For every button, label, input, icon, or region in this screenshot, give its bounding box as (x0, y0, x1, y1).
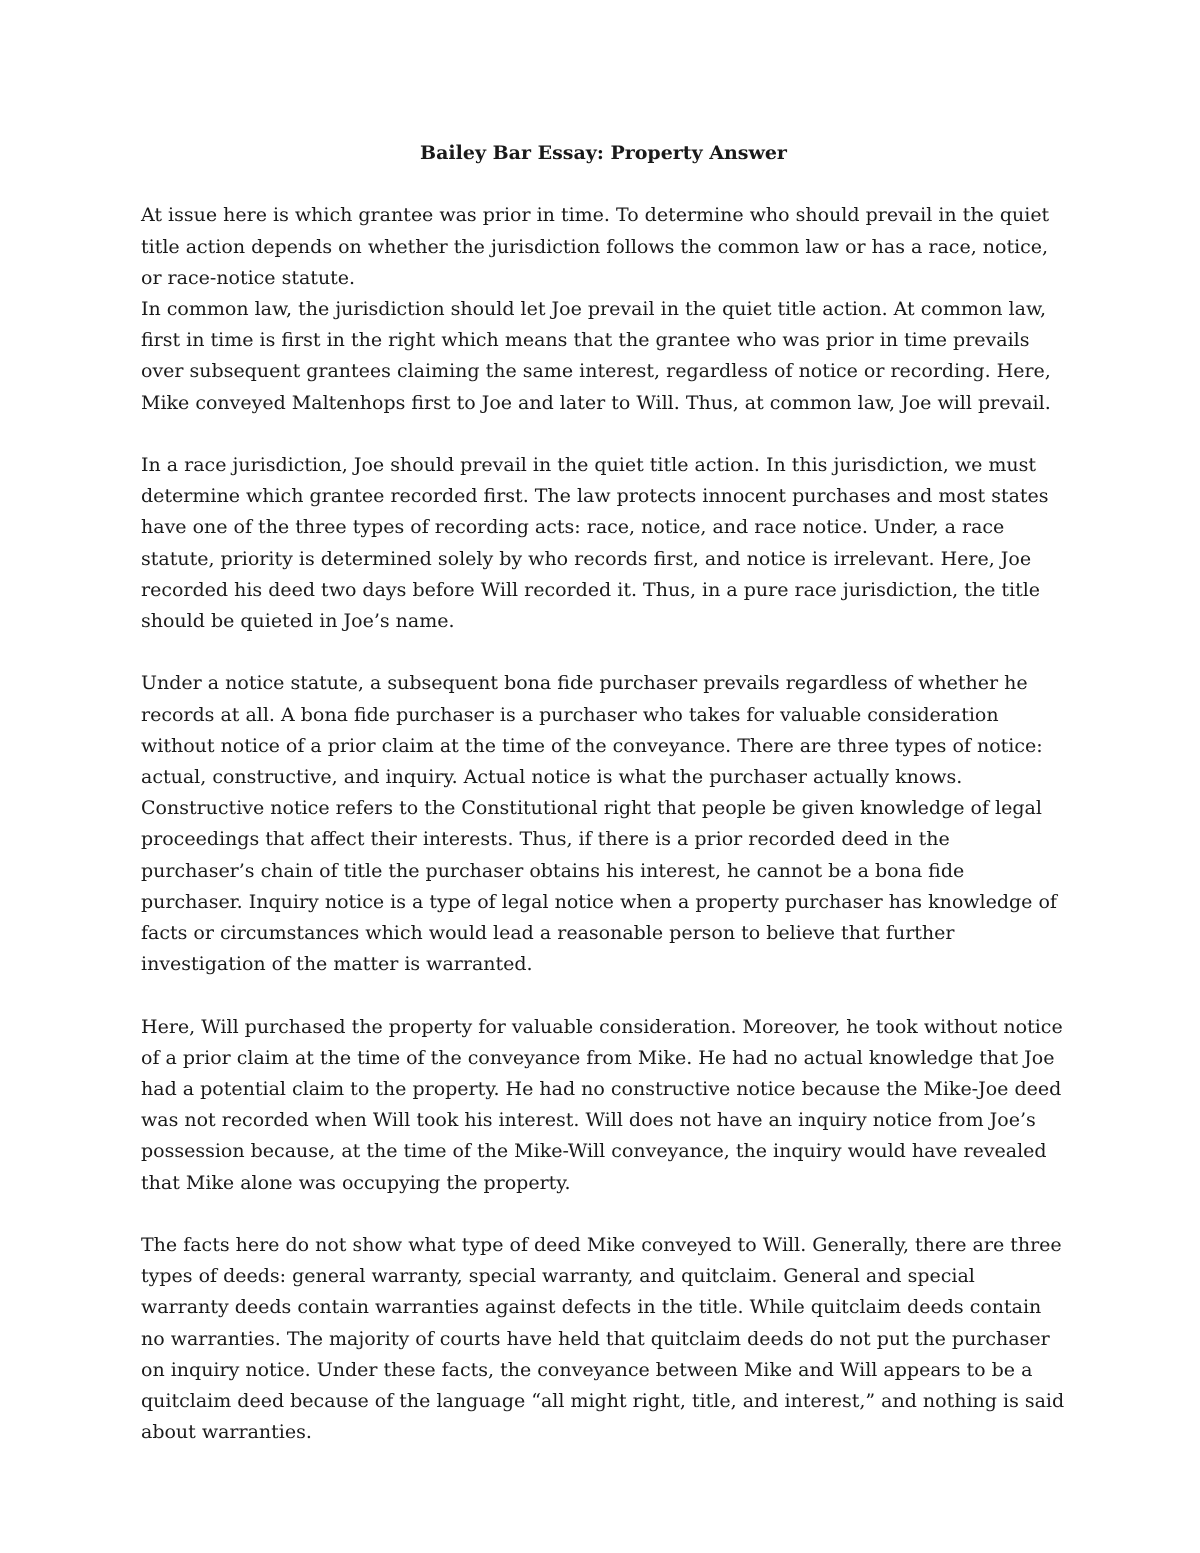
paragraph-issue: At issue here is which grantee was prior in time. To determine who should prevail in the quiet title action depends on whether the jurisdiction follows the common law or has a race, notice, or race-notice statute. (141, 204, 1050, 289)
document-title: Bailey Bar Essay: Property Answer (420, 142, 787, 164)
paragraph-notice-statute: Under a notice statute, a subsequent bona fide purchaser prevails regardless of whether he records at all. A bona fide purchaser is a purchaser who takes for valuable consideration without notice of a prior claim at the time of the conveyance. There are three types of notice: actual, constructive, and inquiry. Actual notice is what the purchaser actually knows. Constructive notice refers to the Constitutional right that people be given knowledge of legal proceedings that affect their interests. Thus, if there is a prior recorded deed in the purchaser’s chain of title the purchaser obtains his interest, he cannot be a bona fide purchaser. Inquiry notice is a type of legal notice when a property purchaser has knowledge of facts or circumstances which would lead a reasonable person to believe that further investigation of the matter is warranted. (141, 672, 1057, 976)
paragraph-deed-types: The facts here do not show what type of deed Mike conveyed to Will. Generally, there are three types of deeds: general warranty, special warranty, and quitclaim. General and special warranty deeds contain warranties against defects in the title. While quitclaim deeds contain no warranties. The majority of courts have held that quitclaim deeds do not put the purchaser on inquiry notice. Under these facts, the conveyance between Mike and Will appears to be a quitclaim deed because of the language “all might right, title, and interest,” and nothing is said about warranties. (141, 1234, 1065, 1444)
document-body (141, 138, 1066, 1448)
paragraph-race-jurisdiction: In a race jurisdiction, Joe should prevail in the quiet title action. In this jurisdiction, we must determine which grantee recorded first. The law protects innocent purchases and most states have one of the three types of recording acts: race, notice, and race notice. Under, a race statute, priority is determined solely by who records first, and notice is irrelevant. Here, Joe recorded his deed two days before Will recorded it. Thus, in a pure race jurisdiction, the title should be quieted in Joe’s name. (141, 454, 1049, 633)
paragraph-common-law: In common law, the jurisdiction should let Joe prevail in the quiet title action. At common law, first in time is first in the right which means that the grantee who was prior in time prevails over subsequent grantees claiming the same interest, regardless of notice or recording. Here, Mike conveyed Maltenhops first to Joe and later to Will. Thus, at common law, Joe will prevail. (141, 298, 1051, 414)
paragraph-will-analysis: Here, Will purchased the property for valuable consideration. Moreover, he took without notice of a prior claim at the time of the conveyance from Mike. He had no actual knowledge that Joe had a potential claim to the property. He had no constructive notice because the Mike-Joe deed was not recorded when Will took his interest. Will does not have an inquiry notice from Joe’s possession because, at the time of the Mike-Will conveyance, the inquiry would have revealed that Mike alone was occupying the property. (141, 1015, 1063, 1194)
